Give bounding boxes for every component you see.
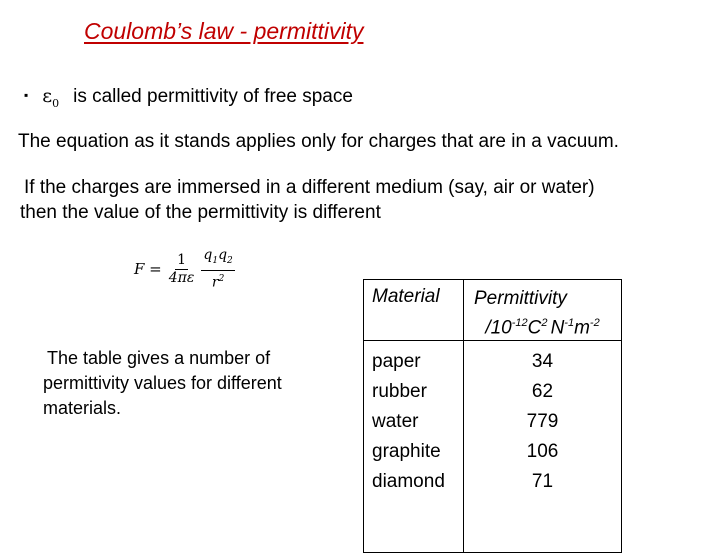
header-permittivity: Permittivity $/10^{-12}C^2$ $N^{-1}m^{-2}$ bbox=[464, 280, 622, 341]
material-cell: water bbox=[372, 411, 419, 433]
vacuum-paragraph: The equation as it stands applies only for charges that are in a vacuum. bbox=[18, 131, 619, 152]
coulomb-formula bbox=[134, 248, 235, 290]
material-column bbox=[364, 341, 464, 553]
bullet-text: is called permittivity of free space bbox=[73, 86, 353, 107]
medium-paragraph-line: If the charges are immersed in a different medium (say, air or water) bbox=[24, 177, 595, 198]
permittivity-table bbox=[363, 279, 622, 553]
formula-lhs: F = bbox=[134, 260, 162, 279]
table-note-line: The table gives a number of bbox=[47, 348, 271, 368]
table-header-row bbox=[364, 280, 622, 341]
table-note-line: materials. bbox=[43, 398, 122, 418]
material-cell: rubber bbox=[372, 381, 427, 403]
permittivity-cell: 71 bbox=[531, 471, 554, 493]
formula-fraction-constant: $\frac{1}{4\pi\varepsilon}$ bbox=[168, 251, 195, 286]
epsilon-symbol: $\varepsilon_0$ bbox=[42, 85, 60, 110]
permittivity-cell: 779 bbox=[526, 411, 559, 433]
permittivity-cell: 34 bbox=[531, 351, 554, 373]
permittivity-column bbox=[464, 341, 622, 553]
medium-paragraph-line: then the value of the permittivity is different bbox=[20, 202, 381, 223]
material-cell: diamond bbox=[372, 471, 445, 493]
permittivity-cell: 106 bbox=[526, 441, 559, 463]
material-cell: paper bbox=[372, 351, 421, 373]
header-material: Material bbox=[364, 280, 464, 341]
header-permittivity-unit: $/10^{-12}C^2$ $N^{-1}m^{-2}$ bbox=[485, 317, 600, 339]
formula-fraction-charges: $\frac{q_1q_2}{r^2}$ bbox=[203, 247, 233, 291]
slide-title: Coulomb’s law - permittivity bbox=[84, 18, 364, 44]
table-note bbox=[43, 346, 333, 421]
table-body-row bbox=[364, 341, 622, 553]
bullet-marker: ▪ bbox=[24, 88, 29, 102]
material-cell: graphite bbox=[372, 441, 441, 463]
medium-paragraph bbox=[20, 175, 680, 225]
bullet-epsilon-definition bbox=[24, 85, 353, 110]
permittivity-cell: 62 bbox=[531, 381, 554, 403]
table-note-line: permittivity values for different bbox=[43, 373, 282, 393]
